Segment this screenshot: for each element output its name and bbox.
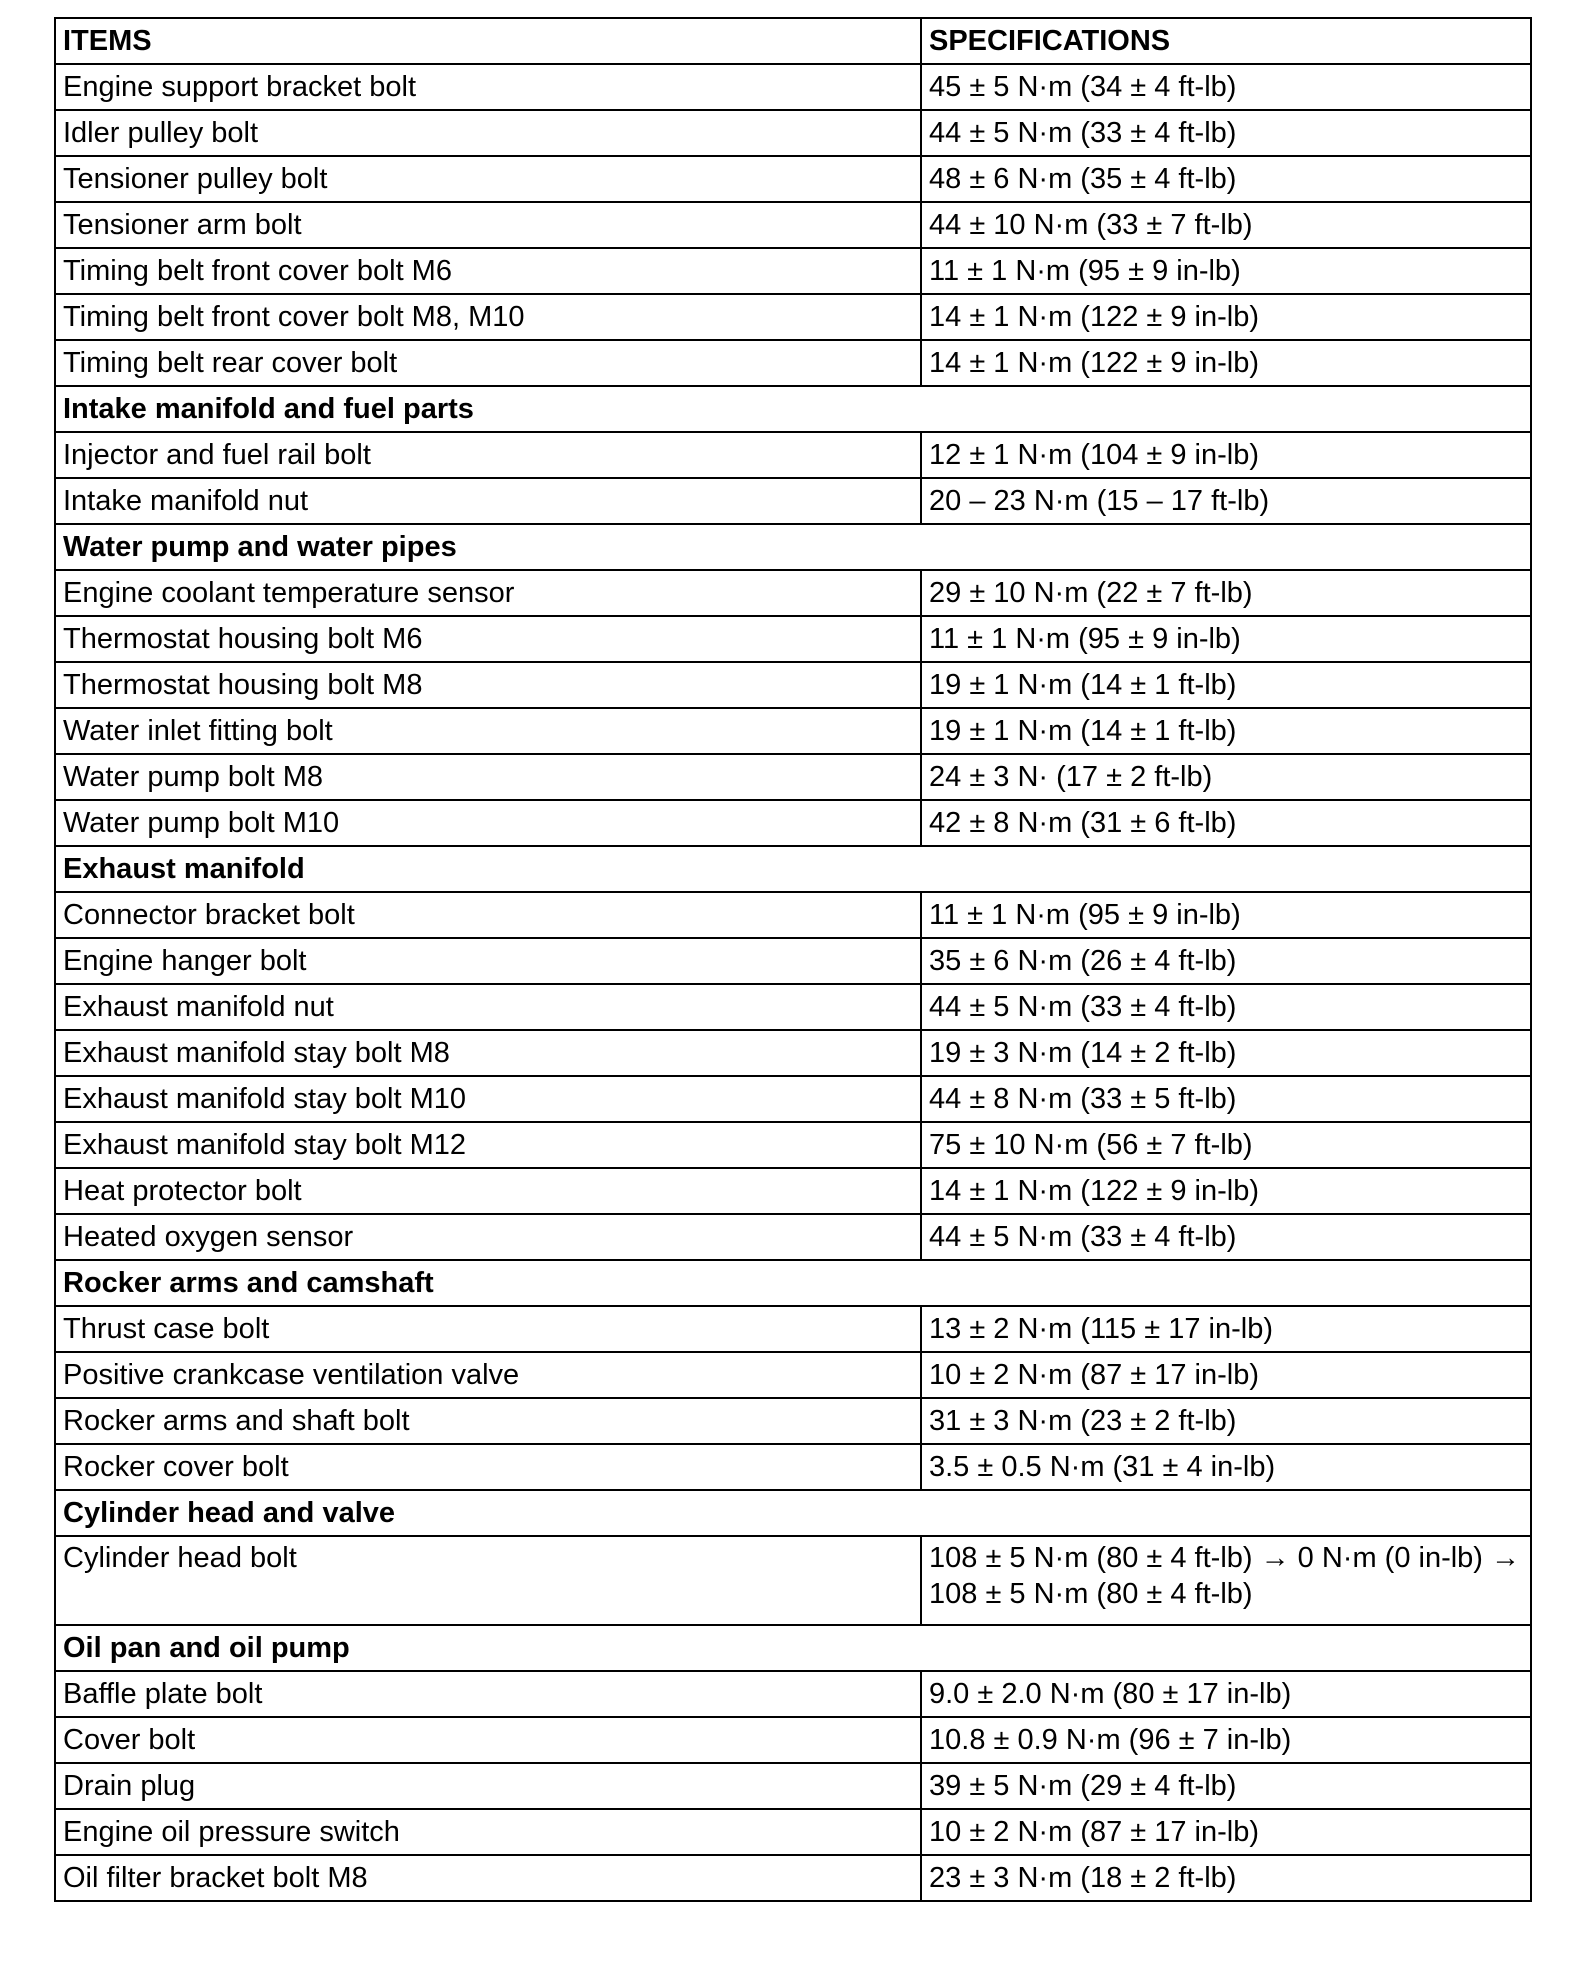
- item-cell: Injector and fuel rail bolt: [55, 432, 921, 478]
- spec-cell: 11 ± 1 N·m (95 ± 9 in-lb): [921, 248, 1531, 294]
- spec-cell: 44 ± 5 N·m (33 ± 4 ft-lb): [921, 1214, 1531, 1260]
- item-cell: Water pump bolt M10: [55, 800, 921, 846]
- item-cell: Positive crankcase ventilation valve: [55, 1352, 921, 1398]
- spec-cell: 45 ± 5 N·m (34 ± 4 ft-lb): [921, 64, 1531, 110]
- item-cell: Rocker arms and shaft bolt: [55, 1398, 921, 1444]
- item-cell: Engine oil pressure switch: [55, 1809, 921, 1855]
- torque-spec-table: [54, 17, 1532, 1902]
- item-cell: Connector bracket bolt: [55, 892, 921, 938]
- item-cell: Drain plug: [55, 1763, 921, 1809]
- item-cell: Water pump bolt M8: [55, 754, 921, 800]
- spec-cell: 108 ± 5 N·m (80 ± 4 ft-lb) → 0 N·m (0 in-lb) → 108 ± 5 N·m (80 ± 4 ft-lb): [921, 1536, 1531, 1625]
- table-row: [55, 248, 1531, 294]
- spec-cell: 29 ± 10 N·m (22 ± 7 ft-lb): [921, 570, 1531, 616]
- table-row: [55, 1168, 1531, 1214]
- item-cell: Heated oxygen sensor: [55, 1214, 921, 1260]
- table-row: [55, 1352, 1531, 1398]
- header-specifications: SPECIFICATIONS: [921, 18, 1531, 64]
- spec-cell: 9.0 ± 2.0 N·m (80 ± 17 in-lb): [921, 1671, 1531, 1717]
- table-row: [55, 754, 1531, 800]
- table-row: [55, 892, 1531, 938]
- section-row: [55, 1260, 1531, 1306]
- table-row: [55, 1306, 1531, 1352]
- item-cell: Engine hanger bolt: [55, 938, 921, 984]
- item-cell: Timing belt front cover bolt M8, M10: [55, 294, 921, 340]
- section-title: Intake manifold and fuel parts: [55, 386, 1531, 432]
- item-cell: Tensioner arm bolt: [55, 202, 921, 248]
- table-row: [55, 800, 1531, 846]
- header-items: ITEMS: [55, 18, 921, 64]
- spec-cell: 31 ± 3 N·m (23 ± 2 ft-lb): [921, 1398, 1531, 1444]
- spec-cell: 14 ± 1 N·m (122 ± 9 in-lb): [921, 340, 1531, 386]
- section-title: Oil pan and oil pump: [55, 1625, 1531, 1671]
- spec-cell: 12 ± 1 N·m (104 ± 9 in-lb): [921, 432, 1531, 478]
- table-row: [55, 984, 1531, 1030]
- table-row: [55, 110, 1531, 156]
- item-cell: Engine support bracket bolt: [55, 64, 921, 110]
- item-cell: Baffle plate bolt: [55, 1671, 921, 1717]
- section-row: [55, 524, 1531, 570]
- item-cell: Engine coolant temperature sensor: [55, 570, 921, 616]
- table-row: [55, 1214, 1531, 1260]
- spec-cell: 13 ± 2 N·m (115 ± 17 in-lb): [921, 1306, 1531, 1352]
- item-cell: Thrust case bolt: [55, 1306, 921, 1352]
- item-cell: Timing belt front cover bolt M6: [55, 248, 921, 294]
- table-row: [55, 1398, 1531, 1444]
- table-row: [55, 938, 1531, 984]
- section-title: Cylinder head and valve: [55, 1490, 1531, 1536]
- table-row: [55, 1444, 1531, 1490]
- table-row: [55, 340, 1531, 386]
- item-cell: Heat protector bolt: [55, 1168, 921, 1214]
- table-row: [55, 1076, 1531, 1122]
- table-row: [55, 1717, 1531, 1763]
- spec-cell: 44 ± 5 N·m (33 ± 4 ft-lb): [921, 110, 1531, 156]
- spec-cell: 24 ± 3 N· (17 ± 2 ft-lb): [921, 754, 1531, 800]
- section-row: [55, 1625, 1531, 1671]
- spec-cell: 42 ± 8 N·m (31 ± 6 ft-lb): [921, 800, 1531, 846]
- table-row: [55, 616, 1531, 662]
- table-row: [55, 1671, 1531, 1717]
- item-cell: Oil filter bracket bolt M8: [55, 1855, 921, 1901]
- spec-cell: 20 – 23 N·m (15 – 17 ft-lb): [921, 478, 1531, 524]
- table-row: [55, 432, 1531, 478]
- item-cell: Tensioner pulley bolt: [55, 156, 921, 202]
- section-row: [55, 1490, 1531, 1536]
- spec-cell: 39 ± 5 N·m (29 ± 4 ft-lb): [921, 1763, 1531, 1809]
- spec-cell: 14 ± 1 N·m (122 ± 9 in-lb): [921, 1168, 1531, 1214]
- item-cell: Rocker cover bolt: [55, 1444, 921, 1490]
- spec-cell: 19 ± 1 N·m (14 ± 1 ft-lb): [921, 662, 1531, 708]
- spec-cell: 35 ± 6 N·m (26 ± 4 ft-lb): [921, 938, 1531, 984]
- spec-cell: 10 ± 2 N·m (87 ± 17 in-lb): [921, 1352, 1531, 1398]
- section-title: Exhaust manifold: [55, 846, 1531, 892]
- item-cell: Cylinder head bolt: [55, 1536, 921, 1625]
- spec-cell: 11 ± 1 N·m (95 ± 9 in-lb): [921, 616, 1531, 662]
- item-cell: Cover bolt: [55, 1717, 921, 1763]
- item-cell: Thermostat housing bolt M8: [55, 662, 921, 708]
- spec-cell: 10.8 ± 0.9 N·m (96 ± 7 in-lb): [921, 1717, 1531, 1763]
- spec-cell: 19 ± 3 N·m (14 ± 2 ft-lb): [921, 1030, 1531, 1076]
- spec-cell: 11 ± 1 N·m (95 ± 9 in-lb): [921, 892, 1531, 938]
- table-row: [55, 156, 1531, 202]
- section-title: Rocker arms and camshaft: [55, 1260, 1531, 1306]
- item-cell: Intake manifold nut: [55, 478, 921, 524]
- table-row: [55, 202, 1531, 248]
- table-row: [55, 570, 1531, 616]
- table-row: [55, 1536, 1531, 1625]
- spec-cell: 44 ± 10 N·m (33 ± 7 ft-lb): [921, 202, 1531, 248]
- table-row: [55, 662, 1531, 708]
- item-cell: Exhaust manifold stay bolt M12: [55, 1122, 921, 1168]
- item-cell: Exhaust manifold stay bolt M10: [55, 1076, 921, 1122]
- table-row: [55, 1030, 1531, 1076]
- table-row: [55, 1855, 1531, 1901]
- section-row: [55, 386, 1531, 432]
- table-row: [55, 1809, 1531, 1855]
- section-row: [55, 846, 1531, 892]
- item-cell: Timing belt rear cover bolt: [55, 340, 921, 386]
- table-row: [55, 1122, 1531, 1168]
- table-row: [55, 478, 1531, 524]
- item-cell: Exhaust manifold stay bolt M8: [55, 1030, 921, 1076]
- item-cell: Thermostat housing bolt M6: [55, 616, 921, 662]
- item-cell: Idler pulley bolt: [55, 110, 921, 156]
- spec-cell: 10 ± 2 N·m (87 ± 17 in-lb): [921, 1809, 1531, 1855]
- table-body: [55, 64, 1531, 1901]
- spec-cell: 14 ± 1 N·m (122 ± 9 in-lb): [921, 294, 1531, 340]
- table-row: [55, 294, 1531, 340]
- table-header-row: [55, 18, 1531, 64]
- table-row: [55, 64, 1531, 110]
- spec-cell: 75 ± 10 N·m (56 ± 7 ft-lb): [921, 1122, 1531, 1168]
- section-title: Water pump and water pipes: [55, 524, 1531, 570]
- spec-cell: 23 ± 3 N·m (18 ± 2 ft-lb): [921, 1855, 1531, 1901]
- item-cell: Water inlet fitting bolt: [55, 708, 921, 754]
- spec-cell: 44 ± 5 N·m (33 ± 4 ft-lb): [921, 984, 1531, 1030]
- spec-cell: 48 ± 6 N·m (35 ± 4 ft-lb): [921, 156, 1531, 202]
- spec-cell: 3.5 ± 0.5 N·m (31 ± 4 in-lb): [921, 1444, 1531, 1490]
- table-row: [55, 708, 1531, 754]
- spec-cell: 44 ± 8 N·m (33 ± 5 ft-lb): [921, 1076, 1531, 1122]
- spec-cell: 19 ± 1 N·m (14 ± 1 ft-lb): [921, 708, 1531, 754]
- item-cell: Exhaust manifold nut: [55, 984, 921, 1030]
- table-row: [55, 1763, 1531, 1809]
